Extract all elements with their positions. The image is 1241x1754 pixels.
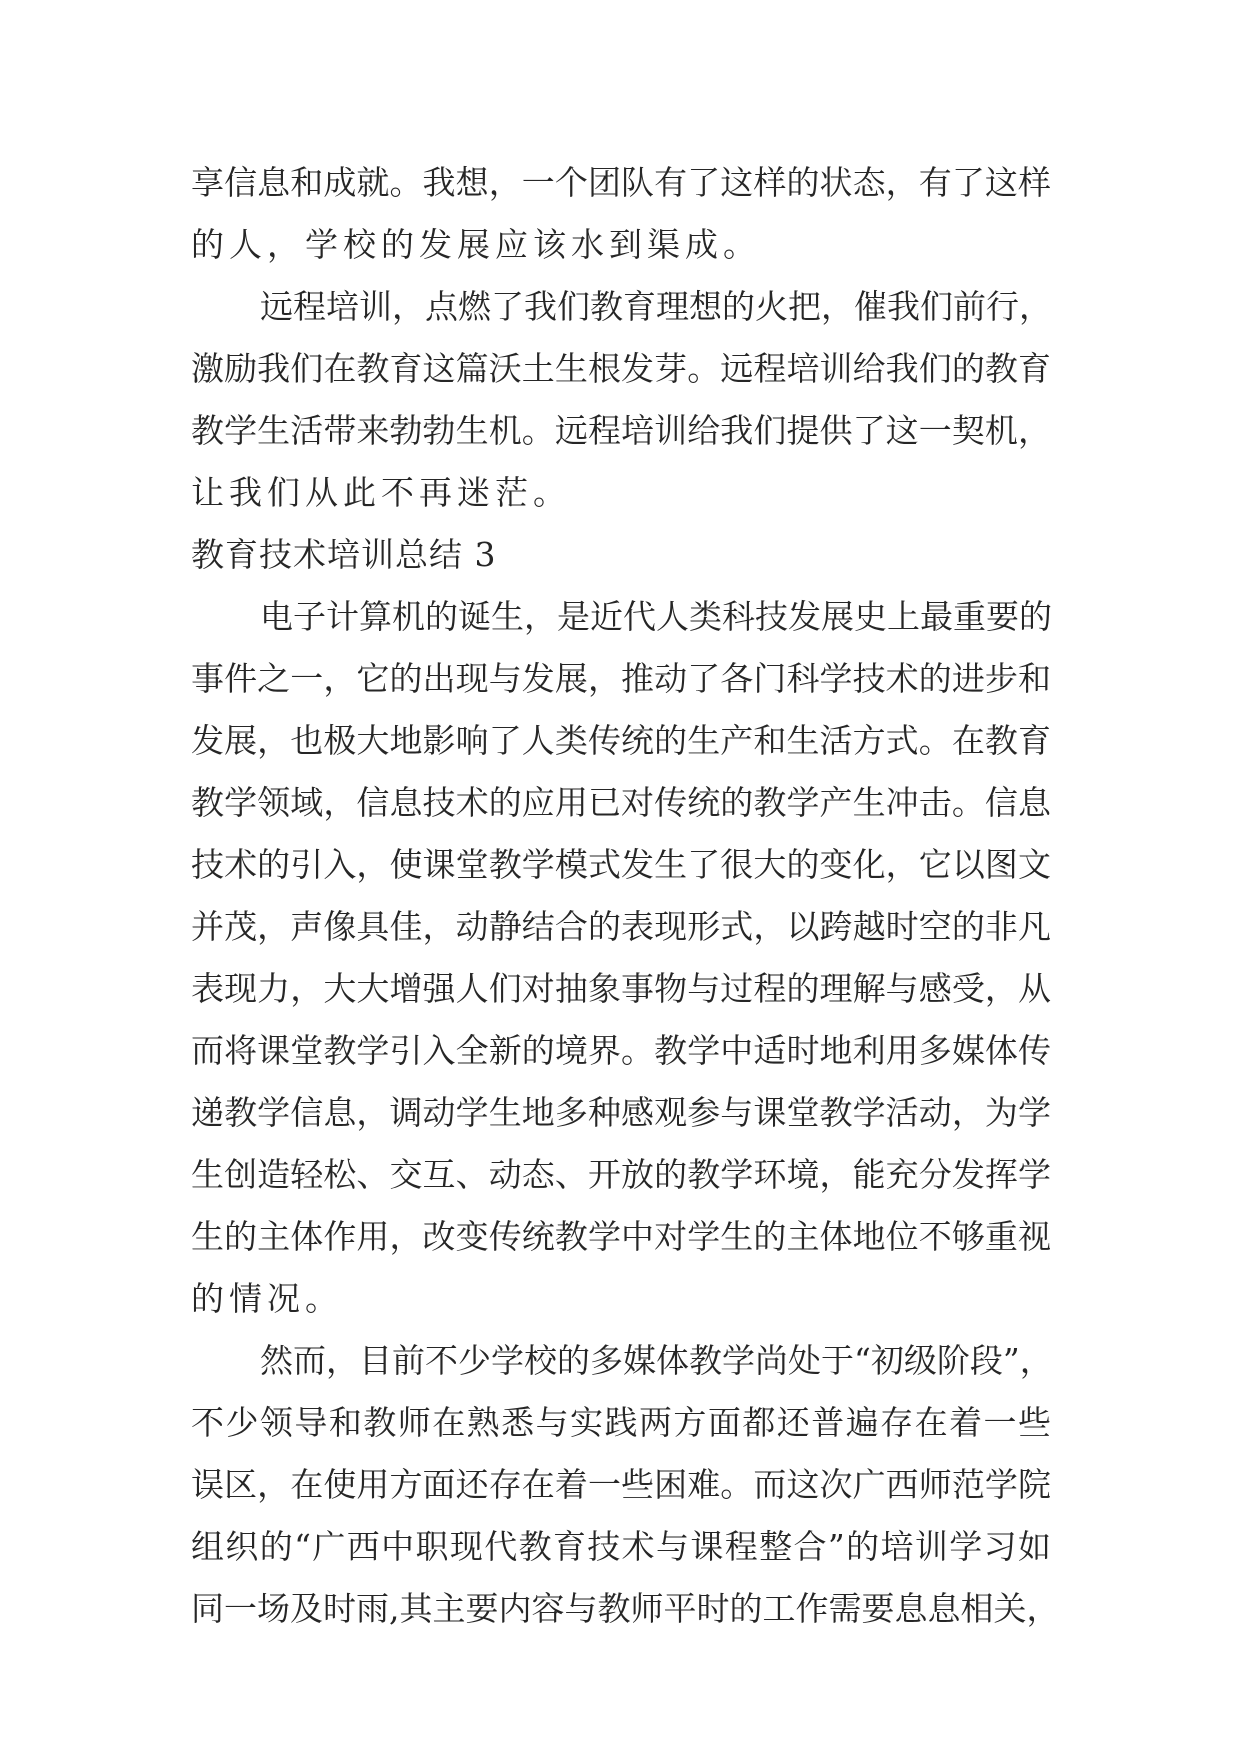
text-line: 组织的“广西中职现代教育技术与课程整合”的培训学习如: [191, 1527, 1051, 1566]
paragraph-2: [191, 276, 1051, 524]
document-body: [191, 152, 1060, 1640]
paragraph-3: [191, 586, 1051, 1330]
text-line: 的人，学校的发展应该水到渠成。: [191, 225, 761, 264]
text-line: 发展，也极大地影响了人类传统的生产和生活方式。在教育: [191, 721, 1051, 760]
text-line: 而将课堂教学引入全新的境界。教学中适时地利用多媒体传: [191, 1031, 1051, 1070]
text-line: 的情况。: [191, 1279, 343, 1318]
text-line: 电子计算机的诞生，是近代人类科技发展史上最重要的: [260, 597, 1052, 636]
text-line: 生的主体作用，改变传统教学中对学生的主体地位不够重视: [191, 1217, 1051, 1256]
text-line: 并茂，声像具佳，动静结合的表现形式，以跨越时空的非凡: [191, 907, 1051, 946]
text-line: 同一场及时雨,其主要内容与教师平时的工作需要息息相关，: [191, 1589, 1060, 1628]
text-line: 教学领域，信息技术的应用已对传统的教学产生冲击。信息: [191, 783, 1051, 822]
text-line: 激励我们在教育这篇沃土生根发芽。远程培训给我们的教育: [191, 349, 1051, 388]
text-line: 享信息和成就。我想，一个团队有了这样的状态，有了这样: [191, 163, 1051, 202]
text-line: 表现力，大大增强人们对抽象事物与过程的理解与感受，从: [191, 969, 1051, 1008]
text-line: 不少领导和教师在熟悉与实践两方面都还普遍存在着一些: [191, 1403, 1051, 1442]
text-line: 事件之一，它的出现与发展，推动了各门科学技术的进步和: [191, 659, 1051, 698]
text-line: 然而，目前不少学校的多媒体教学尚处于“初级阶段”，: [260, 1341, 1053, 1380]
paragraph-4: [191, 1330, 1060, 1640]
paragraph-1: [191, 152, 1051, 276]
text-line: 让我们从此不再迷茫。: [191, 473, 571, 512]
text-line: 教学生活带来勃勃生机。远程培训给我们提供了这一契机，: [191, 411, 1051, 450]
text-line: 技术的引入，使课堂教学模式发生了很大的变化，它以图文: [191, 845, 1051, 884]
text-line: 误区，在使用方面还存在着一些困难。而这次广西师范学院: [191, 1465, 1051, 1504]
section-title: 教育技术培训总结 3: [191, 535, 497, 574]
text-line: 远程培训，点燃了我们教育理想的火把，催我们前行，: [260, 287, 1052, 326]
text-line: 生创造轻松、交互、动态、开放的教学环境，能充分发挥学: [191, 1155, 1051, 1194]
text-line: 递教学信息，调动学生地多种感观参与课堂教学活动，为学: [191, 1093, 1051, 1132]
